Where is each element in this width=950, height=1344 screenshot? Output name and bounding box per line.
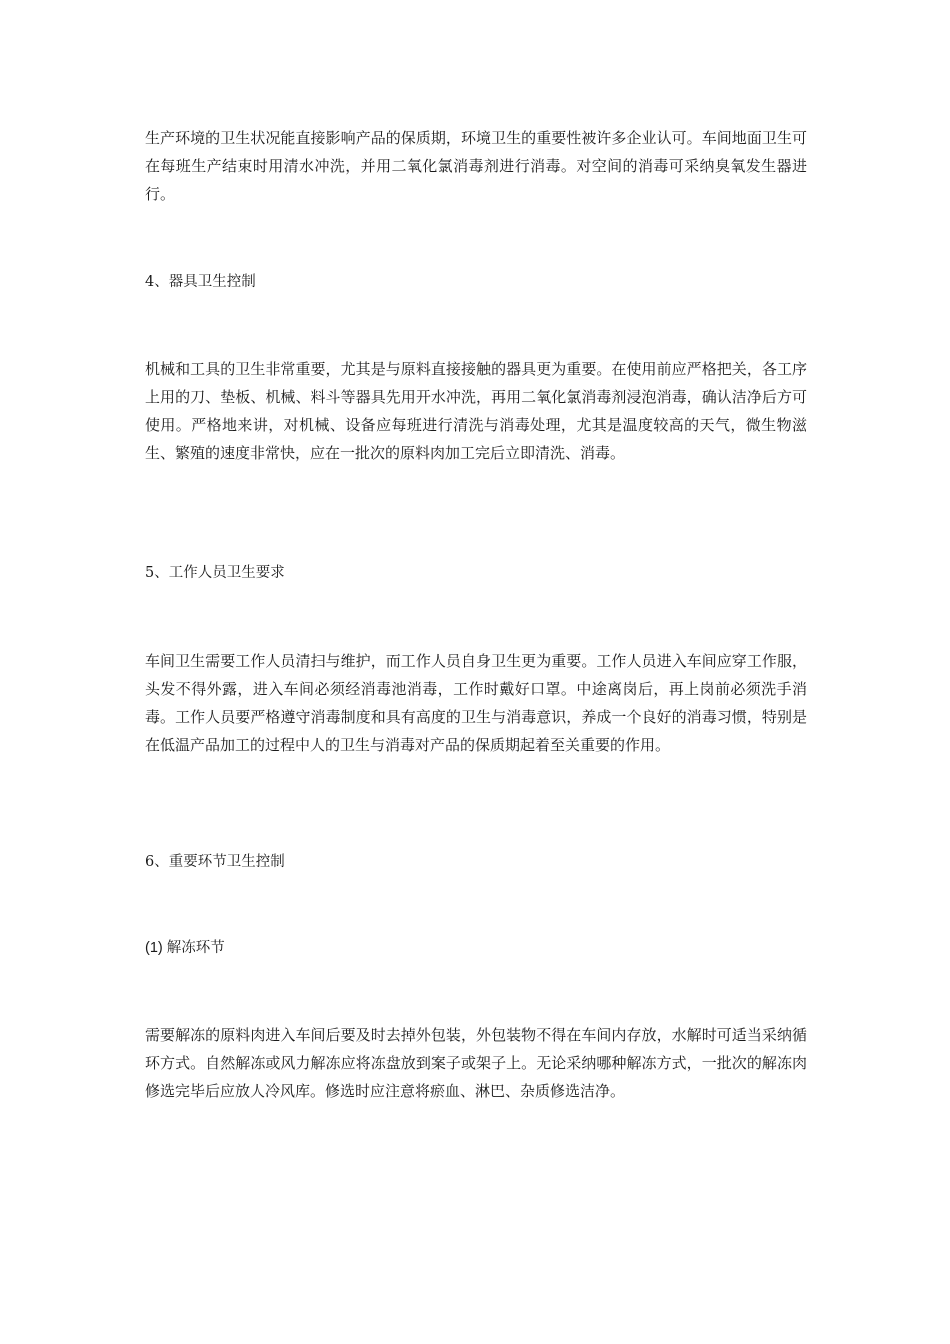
section-heading-6: 6、重要环节卫生控制: [145, 854, 285, 870]
section-heading-5: 5、工作人员卫生要求: [145, 565, 285, 581]
paragraph-thawing: 需要解冻的原料肉进入车间后要及时去掉外包装，外包装物不得在车间内存放，水解时可适当采纳循环方式。自然解冻或风力解冻应将冻盘放到案子或架子上。无论采纳哪种解冻方式，一批次的解冻肉修选完毕后应放人冷风库。修选时应注意将瘀血、淋巴、杂质修选洁净。: [145, 1026, 807, 1100]
paragraph-equipment-hygiene: 机械和工具的卫生非常重要，尤其是与原料直接接触的器具更为重要。在使用前应严格把关，各工序上用的刀、垫板、机械、料斗等器具先用开水冲洗，再用二氧化氯消毒剂浸泡消毒，确认洁净后方可使用。严格地来讲，对机械、设备应每班进行清洗与消毒处理，尤其是温度较高的天气，微生物滋生、繁殖的速度非常快，应在一批次的原料肉加工完后立即清洗、消毒。: [145, 360, 807, 462]
paragraph-environment-hygiene: 生产环境的卫生状况能直接影响产品的保质期，环境卫生的重要性被许多企业认可。车间地面卫生可在每班生产结束时用清水冲洗，并用二氧化氯消毒剂进行消毒。对空间的消毒可采纳臭氧发生器进行。: [145, 129, 807, 203]
section-heading-4: 4、器具卫生控制: [145, 274, 256, 290]
paragraph-staff-hygiene: 车间卫生需要工作人员清扫与维护，而工作人员自身卫生更为重要。工作人员进入车间应穿工作服，头发不得外露，进入车间必须经消毒池消毒，工作时戴好口罩。中途离岗后，再上岗前必须洗手消毒。工作人员要严格遵守消毒制度和具有高度的卫生与消毒意识，养成一个良好的消毒习惯，特别是在低温产品加工的过程中人的卫生与消毒对产品的保质期起着至关重要的作用。: [145, 652, 807, 754]
subsection-heading-thawing: (1) 解冻环节: [145, 940, 225, 956]
